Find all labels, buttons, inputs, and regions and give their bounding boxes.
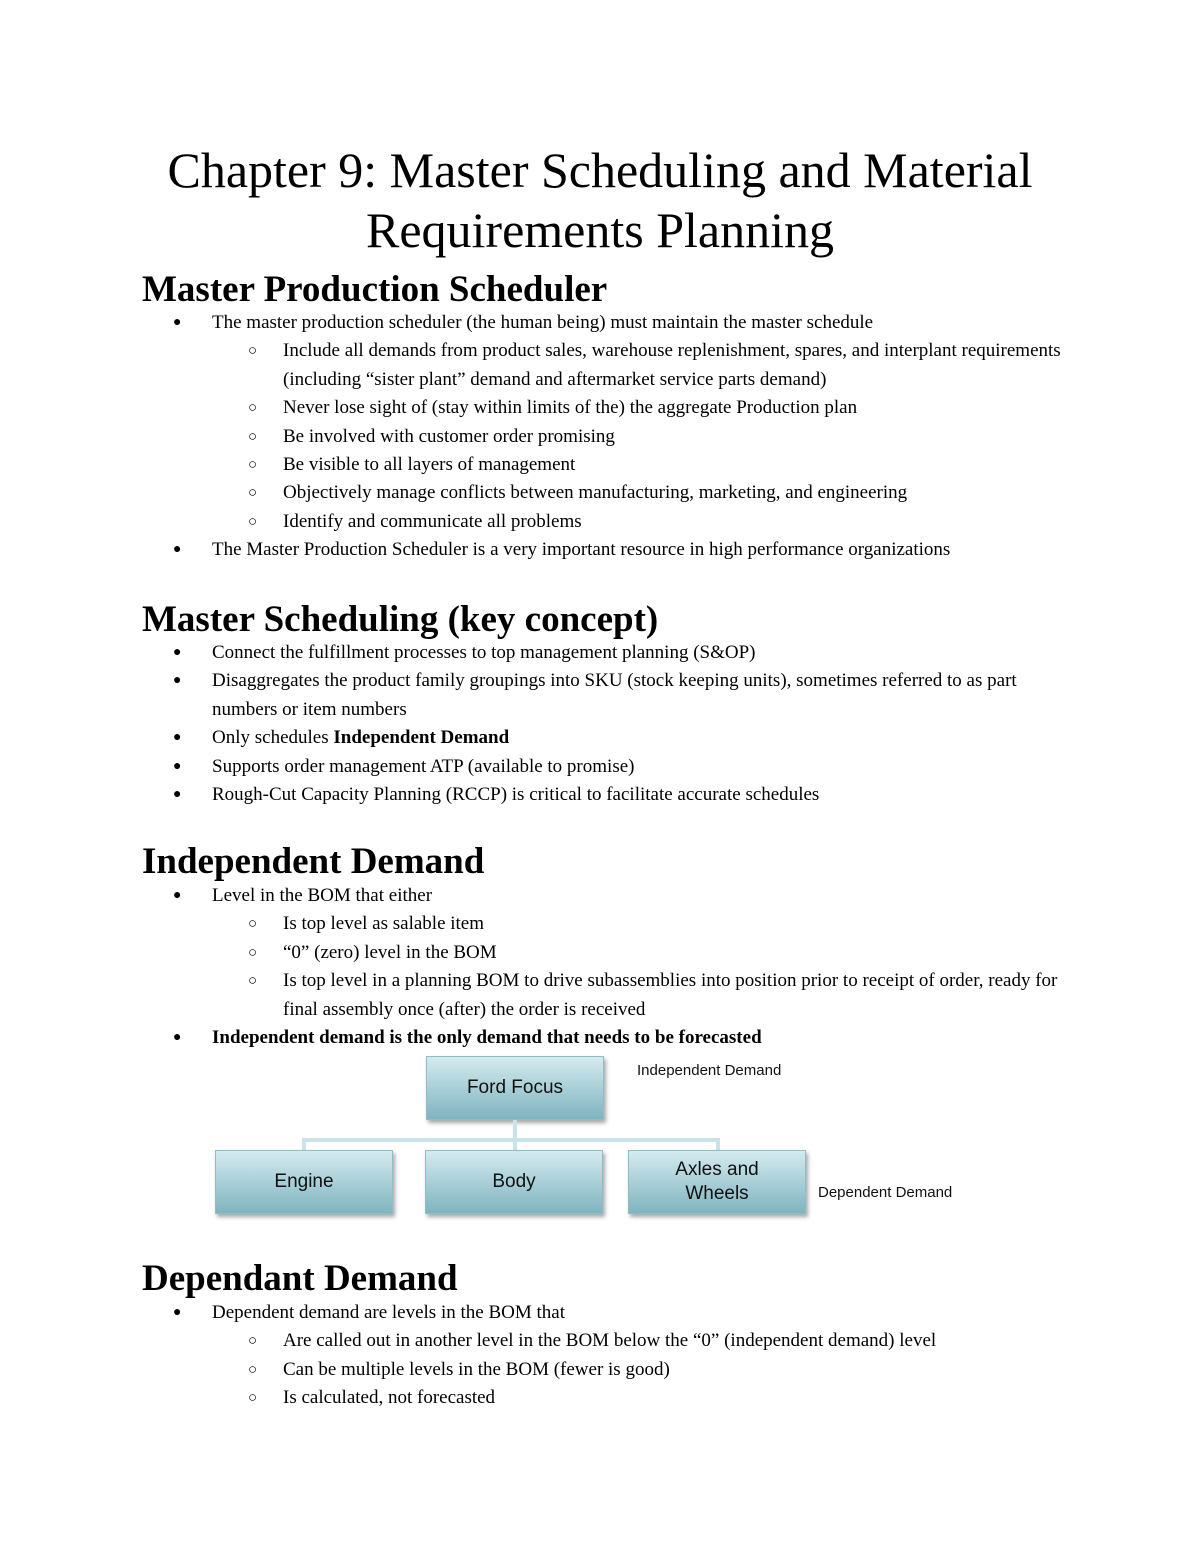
bom-node-body: Body xyxy=(425,1150,603,1214)
list-item: ● Level in the BOM that either xyxy=(0,882,1062,910)
bom-diagram xyxy=(210,1052,990,1222)
page-title: Chapter 9: Master Scheduling and Material Requirements Planning xyxy=(167,142,1033,258)
independent-demand-label: Independent Demand xyxy=(637,1062,782,1079)
bom-node-top: Ford Focus xyxy=(426,1056,604,1120)
list-item: ● Rough-Cut Capacity Planning (RCCP) is critical to facilitate accurate schedules xyxy=(0,781,1062,809)
list-item: ○ Include all demands from product sales, warehouse replenishment, spares, and interplant requirements (including “sister plant” demand and aftermarket service parts demand) xyxy=(0,337,1063,394)
bom-node-axles-and-wheels: Axles and Wheels xyxy=(628,1150,806,1214)
list-item: ○ Is top level in a planning BOM to drive subassemblies into position prior to receipt of order, ready for final assembly once (after) the order is received xyxy=(0,967,1063,1024)
bullet-icon: ● xyxy=(173,1305,182,1320)
list-item: ● Connect the fulfillment processes to top management planning (S&OP) xyxy=(0,639,1062,667)
sub-bullet-icon: ○ xyxy=(248,428,258,445)
list-item: ○ Is calculated, not forecasted xyxy=(0,1384,1063,1412)
sub-bullet-icon: ○ xyxy=(248,1361,258,1378)
list-item: ● Dependent demand are levels in the BOM that xyxy=(0,1299,1062,1327)
dependant-demand-list xyxy=(0,1299,1200,1413)
sub-bullet-icon: ○ xyxy=(248,973,258,990)
sub-bullet-icon: ○ xyxy=(248,944,258,961)
sub-bullet-icon: ○ xyxy=(248,916,258,933)
bullet-icon: ● xyxy=(173,645,182,660)
bullet-icon: ● xyxy=(173,542,182,558)
bullet-icon: ● xyxy=(173,315,182,330)
independent-demand-list xyxy=(0,882,1200,1052)
list-item: ● Disaggregates the product family groupings into SKU (stock keeping units), sometimes referred to as part numbers or item numbers xyxy=(0,667,1062,724)
sub-bullet-icon: ○ xyxy=(248,513,258,530)
list-item: ● The Master Production Scheduler is a very important resource in high performance organizations xyxy=(0,536,1062,564)
sub-bullet-icon: ○ xyxy=(248,400,258,417)
bullet-icon: ● xyxy=(173,730,182,746)
list-item: ○ Can be multiple levels in the BOM (fewer is good) xyxy=(0,1356,1063,1384)
list-item: ● The master production scheduler (the human being) must maintain the master schedule xyxy=(0,309,1062,337)
list-item: ○ Are called out in another level in the BOM below the “0” (independent demand) level xyxy=(0,1327,1063,1355)
sub-bullet-icon: ○ xyxy=(248,485,258,502)
bullet-icon: ● xyxy=(173,758,182,774)
list-item: ○ Objectively manage conflicts between manufacturing, marketing, and engineering xyxy=(0,479,1063,507)
sub-bullet-icon: ○ xyxy=(248,457,258,474)
bullet-icon: ● xyxy=(173,1030,182,1046)
bullet-icon: ● xyxy=(173,673,182,689)
list-item: ○ Be involved with customer order promising xyxy=(0,423,1063,451)
bullet-icon: ● xyxy=(173,787,182,803)
bom-node-engine: Engine xyxy=(215,1150,393,1214)
dependent-demand-label: Dependent Demand xyxy=(818,1184,953,1201)
list-item: ● Independent demand is the only demand that needs to be forecasted xyxy=(0,1024,1062,1052)
connector-line xyxy=(302,1138,720,1142)
list-item: ● Supports order management ATP (available to promise) xyxy=(0,753,1062,781)
list-item: ○ “0” (zero) level in the BOM xyxy=(0,939,1063,967)
list-item: ○ Never lose sight of (stay within limits of the) the aggregate Production plan xyxy=(0,394,1063,422)
list-item: ○ Is top level as salable item xyxy=(0,910,1063,938)
section-heading-mps: Master Production Scheduler xyxy=(142,269,608,310)
master-scheduling-list xyxy=(0,639,1200,809)
list-item: ○ Be visible to all layers of management xyxy=(0,451,1063,479)
sub-bullet-icon: ○ xyxy=(248,1390,258,1407)
section-heading-independent-demand: Independent Demand xyxy=(142,841,485,882)
list-item: ○ Identify and communicate all problems xyxy=(0,508,1063,536)
bullet-icon: ● xyxy=(173,888,182,903)
list-item: ● Only schedules Independent Demand xyxy=(0,724,1062,752)
sub-bullet-icon: ○ xyxy=(248,1333,258,1350)
section-heading-master-scheduling: Master Scheduling (key concept) xyxy=(142,599,659,640)
mps-list xyxy=(0,309,1200,565)
section-heading-dependant-demand: Dependant Demand xyxy=(142,1258,458,1299)
sub-bullet-icon: ○ xyxy=(248,343,258,360)
